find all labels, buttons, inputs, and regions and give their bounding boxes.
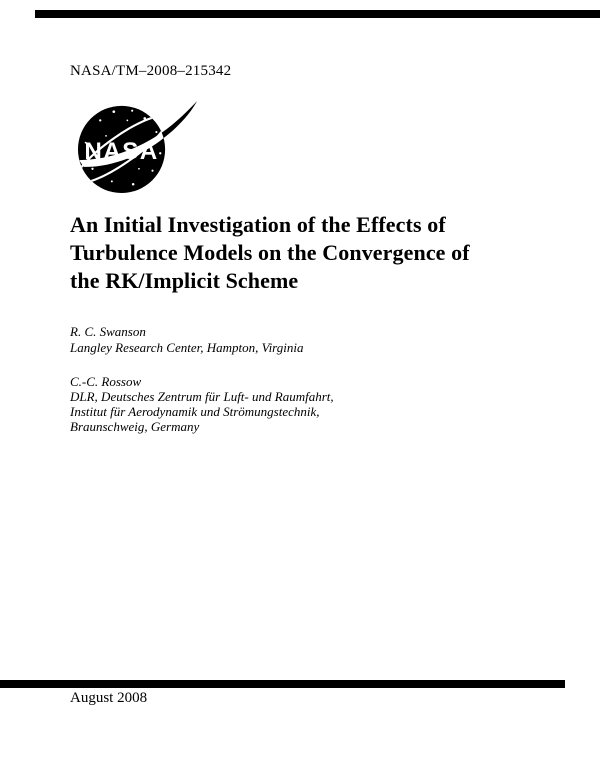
title-line: the RK/Implicit Scheme [70,268,299,293]
publication-date: August 2008 [70,690,148,706]
title-line: An Initial Investigation of the Effects of [70,212,446,237]
nasa-insignia-logo [77,99,199,196]
author-block [70,374,334,434]
author-name: C.-C. Rossow [70,374,142,389]
author-affiliation: Institut für Aerodynamik und Strömungstechnik, [70,404,320,419]
nasa-logotype: NASA [84,138,159,166]
author-affiliation: Braunschweig, Germany [70,419,200,434]
author-name: R. C. Swanson [70,324,146,339]
top-rule [35,10,600,18]
report-number: NASA/TM–2008–215342 [70,63,232,79]
author-affiliation: Langley Research Center, Hampton, Virginia [70,340,304,355]
bottom-rule [0,680,565,688]
report-title [70,211,540,295]
author-block [70,324,304,356]
title-line: Turbulence Models on the Convergence of [70,240,470,265]
author-affiliation: DLR, Deutsches Zentrum für Luft- und Raumfahrt, [70,389,334,404]
